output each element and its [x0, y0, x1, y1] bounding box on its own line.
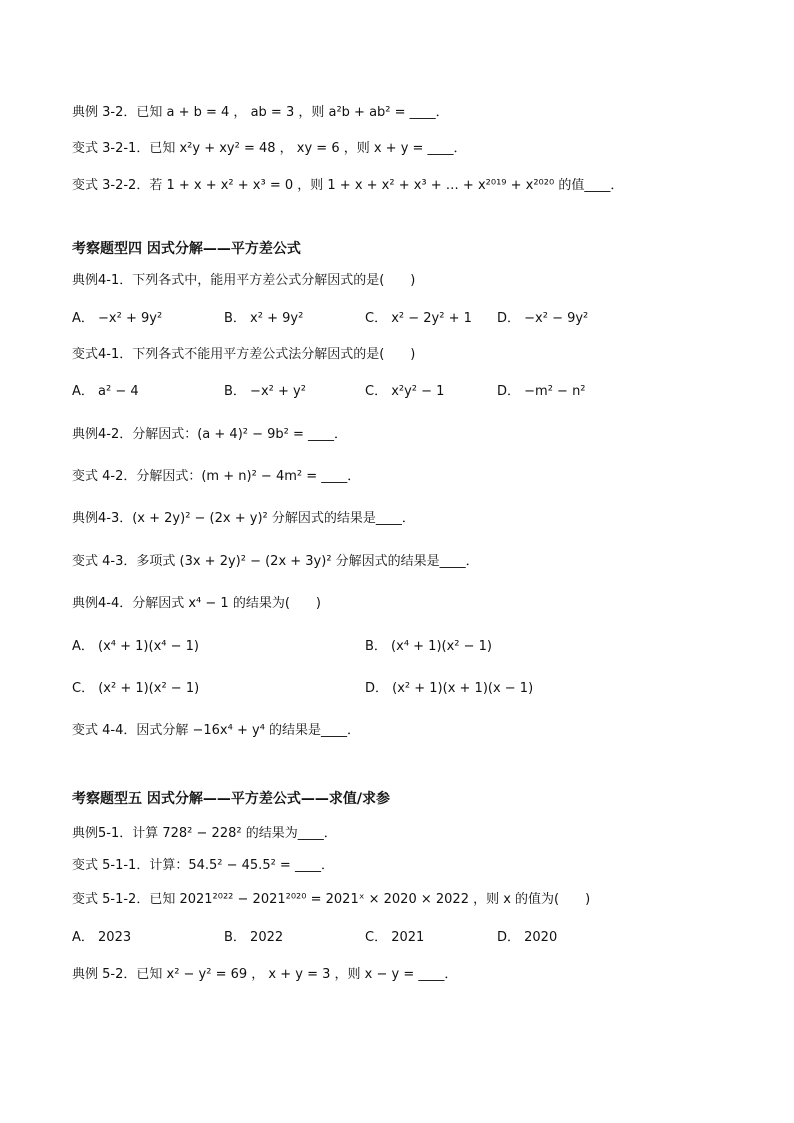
option-4-4-b: B． (x⁴ + 1)(x² − 1) [365, 639, 493, 654]
example-5-2: 典例 5-2．已知 x² − y² = 69 ， x + y = 3 ，则 x − y = ____． [72, 967, 458, 982]
option-5-1-2-d: D． 2020 [497, 930, 558, 945]
variant-5-1-2: 变式 5-1-2．已知 2021²⁰²² − 2021²⁰²⁰ = 2021ˣ × 2020 × 2022 ，则 x 的值为( ) [72, 892, 591, 907]
option-4-1-c: C． x² − 2y² + 1 [365, 311, 472, 326]
example-4-4: 典例4-4．分解因式 x⁴ − 1 的结果为( ) [72, 596, 321, 611]
option-4-1-b: B． x² + 9y² [224, 311, 304, 326]
variant-4-2: 变式 4-2．分解因式：(m + n)² − 4m² = ____． [72, 469, 361, 484]
option-4-1-a: A． −x² + 9y² [72, 311, 163, 326]
variant-3-2-2: 变式 3-2-2．若 1 + x + x² + x³ = 0 ，则 1 + x + x² + x³ + … + x²⁰¹⁹ + x²⁰²⁰ 的值____． [72, 178, 624, 193]
example-4-2: 典例4-2．分解因式：(a + 4)² − 9b² = ____． [72, 427, 348, 442]
option-5-1-2-b: B． 2022 [224, 930, 284, 945]
variant-3-2-1: 变式 3-2-1．已知 x²y + xy² = 48 ， xy = 6 ，则 x + y = ____． [72, 141, 467, 156]
variant-4-3: 变式 4-3．多项式 (3x + 2y)² − (2x + 3y)² 分解因式的结果是____． [72, 554, 479, 569]
variant-5-1-1: 变式 5-1-1．计算：54.5² − 45.5² = ____． [72, 858, 334, 873]
section-heading-4: 考察题型四 因式分解——平方差公式 [72, 241, 301, 257]
option-4-4-a: A． (x⁴ + 1)(x⁴ − 1) [72, 639, 199, 654]
example-3-2: 典例 3-2．已知 a + b = 4 ， ab = 3 ，则 a²b + ab² = ____． [72, 105, 449, 120]
option-4-1-d: D． −x² − 9y² [497, 311, 589, 326]
example-4-3: 典例4-3．(x + 2y)² − (2x + y)² 分解因式的结果是____． [72, 511, 415, 526]
option-4-4-c: C． (x² + 1)(x² − 1) [72, 681, 200, 696]
option-v4-1-c: C． x²y² − 1 [365, 384, 445, 399]
variant-4-1: 变式4-1．下列各式不能用平方差公式法分解因式的是( ) [72, 347, 416, 362]
option-v4-1-a: A． a² − 4 [72, 384, 139, 399]
section-heading-5: 考察题型五 因式分解——平方差公式——求值/求参 [72, 791, 390, 807]
option-5-1-2-c: C． 2021 [365, 930, 425, 945]
option-4-4-d: D． (x² + 1)(x + 1)(x − 1) [365, 681, 534, 696]
option-v4-1-d: D． −m² − n² [497, 384, 586, 399]
variant-4-4: 变式 4-4．因式分解 −16x⁴ + y⁴ 的结果是____． [72, 723, 361, 738]
option-5-1-2-a: A． 2023 [72, 930, 132, 945]
option-v4-1-b: B． −x² + y² [224, 384, 306, 399]
example-5-1: 典例5-1．计算 728² − 228² 的结果为____． [72, 826, 337, 841]
example-4-1: 典例4-1．下列各式中，能用平方差公式分解因式的是( ) [72, 273, 416, 288]
